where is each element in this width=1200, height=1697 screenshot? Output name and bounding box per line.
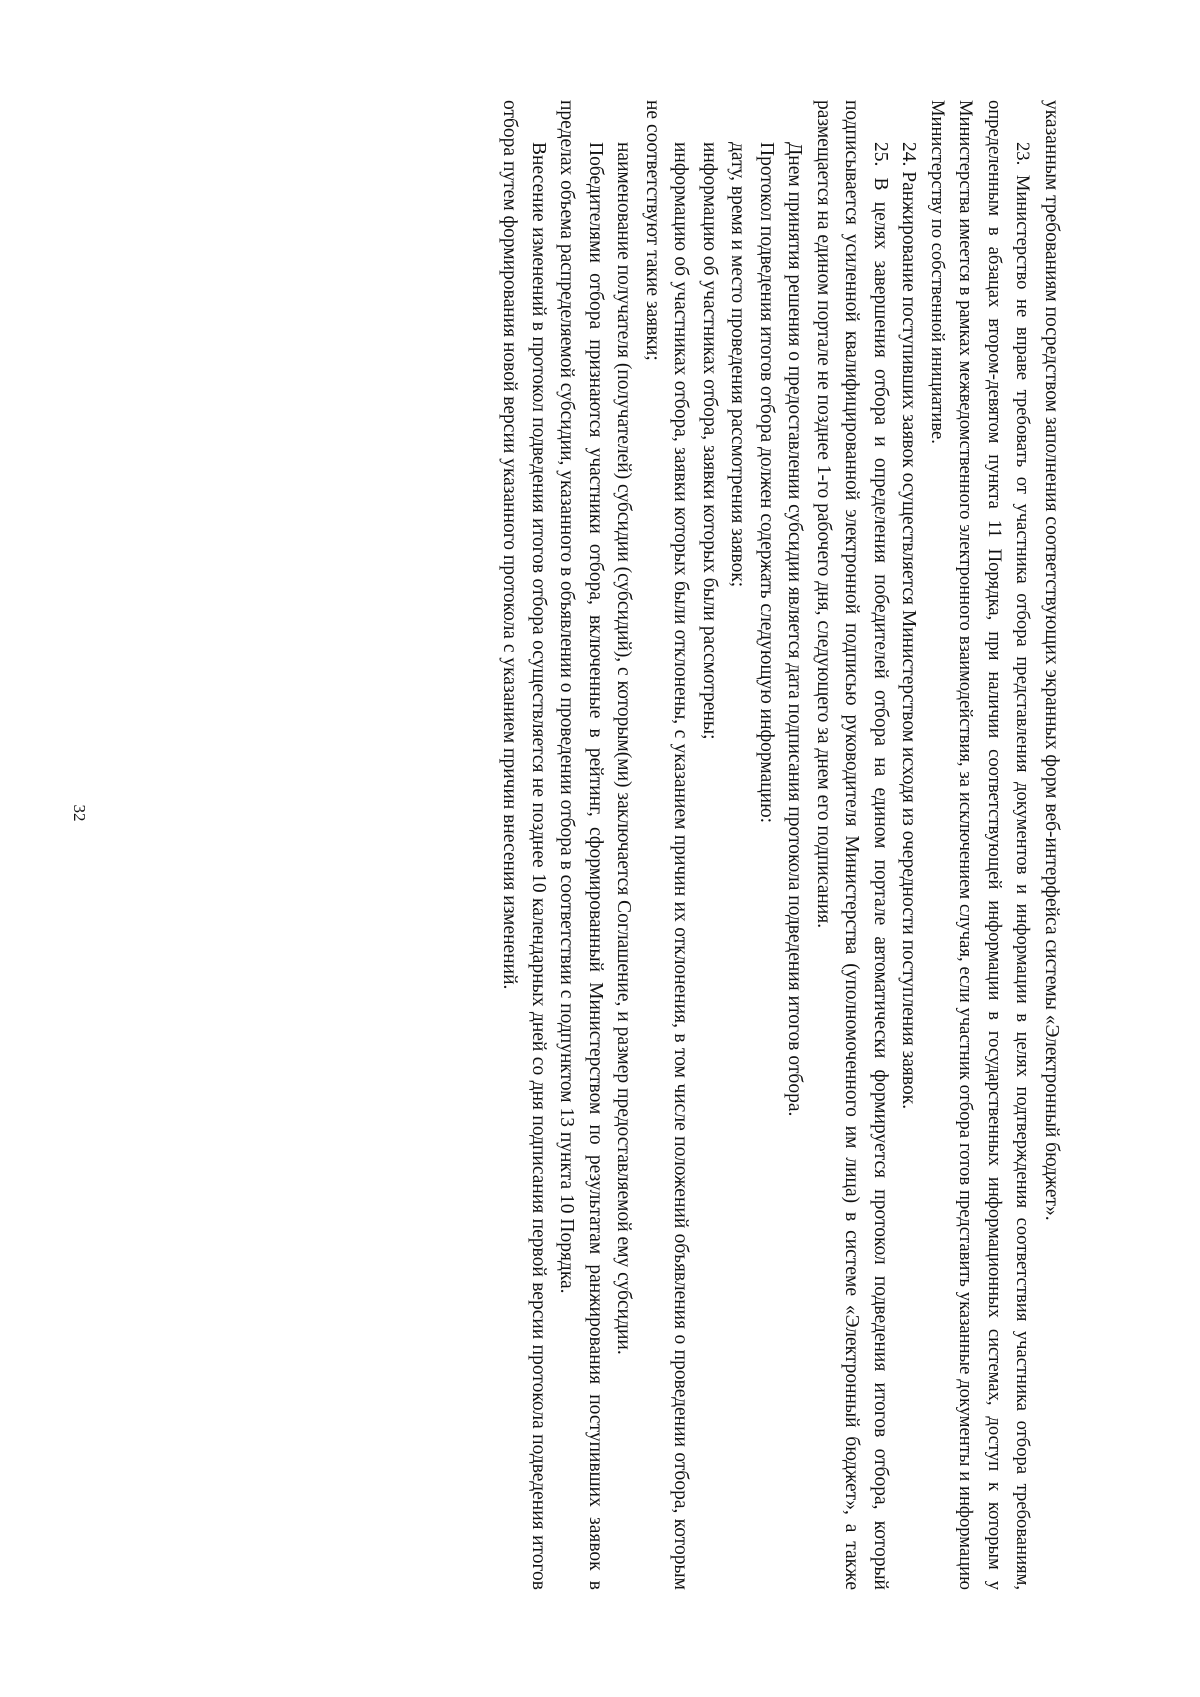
page-number: 32 (70, 804, 89, 822)
paragraph-protocol-contents: Протокол подведения итогов отбора должен содержать следующую информацию: (756, 142, 777, 824)
rotated-text-block (165, 100, 1065, 1590)
paragraph-23: 23. Министерство не вправе требовать от участника отбора представления документов и информации в целях подтверждения соответствия участника отбора требованиям, определенным в абзацах втором-девятом пункта 11 Порядка, при наличии соответствующей информации в государственных информационных системах, доступ к которым у Министерства имеется в рамках межведомственного электронного взаимодействия, за исключением случая, если участник отбора готов представить указанные документы и информацию Министерству по собственной инициативе. (927, 100, 1034, 1590)
list-item-considered-participants: информацию об участниках отбора, заявки которых были рассмотрены; (699, 142, 720, 740)
paragraph-winners: Победителями отбора признаются участники отбора, включенные в рейтинг, сформированный Министерством по результатам ранжирования поступивших заявок в пределах объема распределяемой субсидии, указанного в объявлении о проведении отбора в соответствии с подпунктом 13 пункта 10 Порядка. (556, 100, 606, 1590)
list-item-date-time-place: дату, время и место проведения рассмотрения заявок; (727, 142, 749, 588)
paragraph-decision-day: Днем принятия решения о предоставлении субсидии является дата подписания протокола подведения итогов отбора. (784, 142, 806, 1117)
paragraph-24: 24. Ранжирование поступивших заявок осуществляется Министерством исходя из очередности поступления заявок. (898, 142, 920, 1110)
paragraph-25: 25. В целях завершения отбора и определения победителей отбора на едином портале автоматически формируется протокол подведения итогов отбора, который подписывается усиленной квалифицированной электронной подписью руководителя Министерства (уполномоченного им лица) в системе «Электронный бюджет», а также размещается на едином портале не позднее 1-го рабочего дня, следующего за днем его подписания. (813, 100, 891, 1590)
paragraph-continuation: указанным требованиям посредством заполнения соответствующих экранных форм веб-интерфейса системы «Электронный бюджет». (1041, 100, 1062, 1221)
paragraph-amendments: Внесение изменений в протокол подведения итогов отбора осуществляется не позднее 10 календарных дней со дня подписания первой версии протокола подведения итогов отбора путем формирования новой версии указанного протокола с указанием причин внесения изменений. (499, 100, 549, 1590)
list-item-rejected-participants: информацию об участниках отбора, заявки которых были отклонены, с указанием причин их отклонения, в том числе положений объявления о проведении отбора, которым не соответствуют такие заявки; (642, 100, 692, 1590)
list-item-recipient-name: наименование получателя (получателей) субсидии (субсидий), с которым(ми) заключается Соглашение, и размер предоставляемой ему субсидии. (613, 142, 635, 1355)
